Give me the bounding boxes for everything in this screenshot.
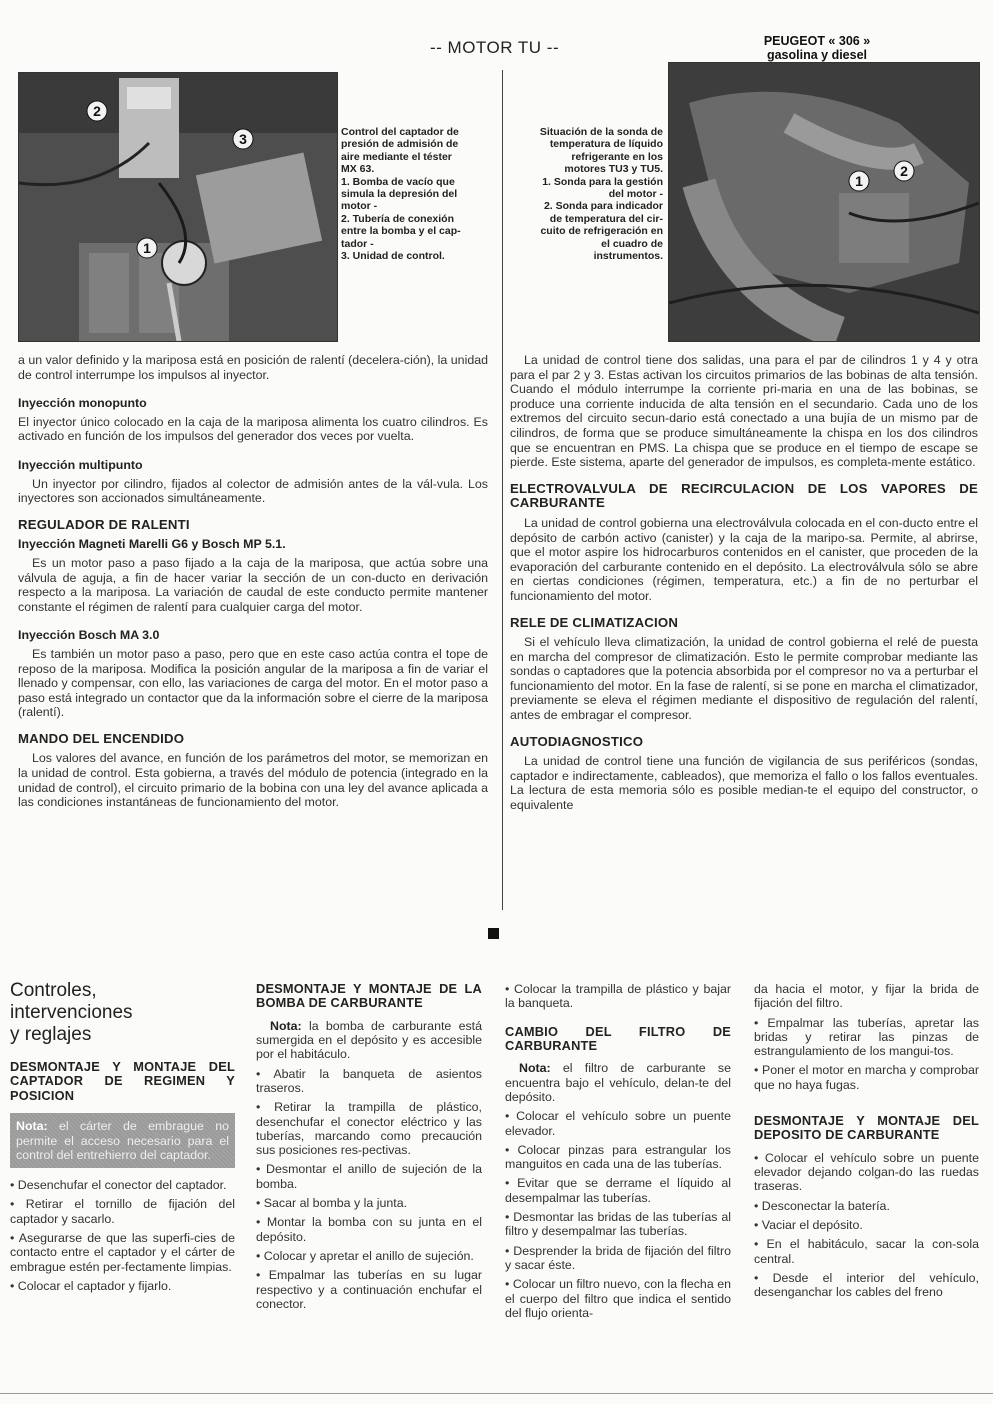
bottom-column-2 [256, 982, 482, 1316]
caption-line: tador - [341, 237, 374, 250]
paragraph: Es un motor paso a paso fijado a la caja de la mariposa, que actúa sobre una válvula de aguja, a fin de hacer variar la sección de un con-ducto en derivación respecto a la mariposa. La variación de caudal de este conducto permite mantener constante el régimen de ralentí para cualquier carga del motor. [18, 555, 488, 614]
note-label: Nota: [16, 1119, 48, 1134]
list-item-continuation: da hacia el motor, y fijar la brida de fijación del filtro. [754, 982, 979, 1011]
caption-line: de temperatura del cir- [549, 212, 663, 225]
brand-model: PEUGEOT « 306 » [763, 34, 871, 48]
list-item: • Abatir la banqueta de asientos traseros. [256, 1067, 482, 1096]
heading-bomba: DESMONTAJE Y MONTAJE DE LA BOMBA DE CARBURANTE [256, 981, 482, 1011]
heading-regulador-ralenti: REGULADOR DE RALENTI [18, 516, 190, 532]
caption-line: 1. Sonda para la gestión [542, 175, 663, 188]
bottom-rule [0, 1393, 993, 1394]
figure-left-caption [341, 126, 491, 262]
paragraph: La unidad de control tiene una función de vigilancia de sus periféricos (sondas, captador e indirectamente, cableados), que memoriza el fallo o los fallos eventuales. La lectura de esta memoria sólo es posible median-te el equipo del constructor, o equivalente [510, 754, 978, 813]
callout-1 [137, 238, 157, 258]
bottom-column-3 [505, 982, 731, 1325]
brand-block [742, 34, 892, 62]
paragraph: La unidad de control tiene dos salidas, una para el par de cilindros 1 y 4 y otra para el par 2 y 3. Estas activan los circuitos primarios de las bobinas de alta tensión. Cuando el módulo interrumpe la corriente pri-maria en una de las bobinas, se produce una corriente inducida de alta tensión en el secundario. Cada uno de los extremos del circuito secun-dario está conectado a una bujía de un mismo par de cilindros, de forma que se produce simultáneamente la chispa en los dos cilindros que se encuentran en PMS. La chispa que se produce en el tiempo de escape se pierde. Este sistema, aparte del generador de impulsos, es completa-mente estático. [510, 353, 978, 470]
list-item: • Empalmar las tuberías en su lugar respectivo y a continuación enchufar el conector. [256, 1268, 482, 1311]
heading-bosch-ma: Inyección Bosch MA 3.0 [18, 628, 160, 643]
caption-line: 1. Bomba de vacío que [341, 175, 455, 188]
section-title [10, 980, 235, 1046]
list-item: • Desenchufar el conector del captador. [10, 1178, 235, 1192]
callout-3 [233, 129, 253, 149]
note-label: Nota: [270, 1018, 302, 1033]
heading-autodiagnostico: AUTODIAGNOSTICO [510, 733, 644, 749]
caption-line: simula la depresión del [341, 188, 458, 201]
engine-photo-left [18, 72, 338, 342]
paragraph: Es también un motor paso a paso, pero que en este caso actúa contra el tope de reposo de la mariposa. Modifica la posición angular de la mariposa a fin de variar el llenado y compensar, con ello, las variaciones de carga del motor. En el motor paso a paso está integrado un contactor que da la información sobre el cierre de la mariposa (ralentí). [18, 646, 488, 720]
engine-photo-left-drawing [19, 73, 337, 341]
list-item: • Colocar un filtro nuevo, con la flecha en el cuerpo del filtro que indica el sentido del flujo orienta- [505, 1277, 731, 1320]
title-line: y reglajes [10, 1024, 92, 1045]
paragraph: El inyector único colocado en la caja de la mariposa alimenta los cuatro cilindros. Es activado en función de los impulsos del generador dos veces por vuelta. [18, 414, 488, 444]
caption-line: motores TU3 y TU5. [564, 163, 663, 176]
caption-line: entre la bomba y el cap- [341, 225, 461, 238]
note-text: la bomba de carburante está sumergida en el depósito y es accesible por el habitáculo. [256, 1018, 482, 1062]
list-item: • Colocar el vehículo sobre un puente elevador dejando colgan-do las ruedas traseras. [754, 1151, 979, 1194]
list-item: • Colocar pinzas para estrangular los manguitos en cada una de las tuberías. [505, 1143, 731, 1172]
paragraph: Los valores del avance, en función de los parámetros del motor, se memorizan en la unidad de control. Esta gobierna, a través del módulo de potencia (integrado en la unidad de control), el circuito primario de la bobina con una ley del avance aplicada a las condiciones instantáneas de funcionamiento del motor. [18, 751, 488, 810]
callout-2 [87, 101, 107, 121]
svg-text:3: 3 [239, 131, 247, 147]
heading-multipunto: Inyección multipunto [18, 457, 143, 472]
svg-text:1: 1 [143, 240, 151, 256]
note-text: el filtro de carburante se encuentra bajo el vehículo, delan-te del depósito. [505, 1061, 731, 1104]
heading-filtro: CAMBIO DEL FILTRO DE CARBURANTE [505, 1023, 731, 1053]
callout-1 [849, 171, 869, 191]
caption-line: cuito de refrigeración en [540, 225, 663, 238]
paragraph: a un valor definido y la mariposa está en posición de ralentí (decelera-ción), la unidad de control interrumpe los impulsos al inyector. [18, 353, 488, 382]
list-item: • Colocar y apretar el anillo de sujeción. [256, 1249, 482, 1263]
list-item: • Desmontar las bridas de las tuberías al filtro y desempalmar las tuberías. [505, 1210, 731, 1239]
list-item: • Colocar la trampilla de plástico y bajar la banqueta. [505, 982, 731, 1011]
note-text: el cárter de embrague no permite el acceso necesario para el control del entrehierro del captador. [16, 1119, 229, 1162]
svg-text:1: 1 [855, 173, 863, 189]
list-item: • Asegurarse de que las superfi-cies de contacto entre el captador y el cárter de embrague estén per-fectamente limpias. [10, 1231, 235, 1274]
list-item: • Colocar el captador y fijarlo. [10, 1279, 235, 1293]
caption-line: aire mediante el téster [341, 150, 452, 163]
caption-line: el cuadro de [601, 237, 663, 250]
caption-line: Situación de la sonda de [539, 126, 663, 138]
list-item: • Vaciar el depósito. [754, 1218, 979, 1232]
note-label: Nota: [519, 1061, 551, 1076]
engine-photo-right-drawing [669, 63, 979, 341]
caption-line: Control del captador de [341, 126, 459, 138]
caption-line: refrigerante en los [571, 150, 663, 163]
callout-2 [894, 161, 914, 181]
list-item: • Empalmar las tuberías, apretar las bridas y retirar las pinzas de estrangulamiento de los mangui-tos. [754, 1016, 979, 1059]
caption-line: presión de admisión de [341, 138, 459, 151]
heading-monopunto: Inyección monopunto [18, 396, 147, 411]
note-paragraph [505, 1061, 731, 1104]
list-item: • Retirar la trampilla de plástico, desenchufar el conector eléctrico y las tuberías, marcando como precaución sus posiciones res-pectivas. [256, 1100, 482, 1157]
caption-line: del motor - [608, 188, 663, 201]
column-divider [502, 70, 503, 910]
heading-captador: DESMONTAJE Y MONTAJE DEL CAPTADOR DE REGIMEN Y POSICION [10, 1059, 235, 1103]
list-item: • Evitar que se derrame el líquido al desempalmar las tuberías. [505, 1176, 731, 1205]
paragraph: La unidad de control gobierna una electroválvula colocada en el con-ducto entre el depósito de carbón activo (canister) y la caja de la maripo-sa. Permite, al abrirse, que el motor aspire los hidrocarburos contenidos en el canister, que proceden de la evaporación del carburante contenido en el depósito. La electroválvula sólo se abre en ciertas condiciones (régimen, temperatura, etc.) a fin de no perturbar el funcionamiento del motor. [510, 515, 978, 603]
caption-line: temperatura de líquido [549, 138, 663, 151]
list-item: • Retirar el tornillo de fijación del captador y sacarlo. [10, 1197, 235, 1226]
heading-electrovalvula: ELECTROVALVULA DE RECIRCULACION DE LOS VAPORES DE CARBURANTE [510, 480, 978, 511]
caption-line: MX 63. [341, 163, 375, 176]
list-item: • Desconectar la batería. [754, 1199, 979, 1213]
list-item: • Montar la bomba con su junta en el depósito. [256, 1215, 482, 1244]
bottom-column-4 [754, 982, 979, 1305]
heading-deposito: DESMONTAJE Y MONTAJE DEL DEPOSITO DE CARBURANTE [754, 1113, 979, 1143]
title-line: intervenciones [10, 1002, 133, 1023]
note-paragraph [256, 1019, 482, 1062]
bottom-column-1 [10, 980, 235, 1298]
brand-fuel: gasolina y diesel [766, 48, 868, 62]
list-item: • Colocar el vehículo sobre un puente elevador. [505, 1109, 731, 1138]
list-item: • En el habitáculo, sacar la con-sola central. [754, 1237, 979, 1266]
heading-mando-encendido: MANDO DEL ENCENDIDO [18, 730, 185, 746]
engine-photo-right [668, 62, 980, 342]
svg-text:2: 2 [93, 103, 101, 119]
left-text-column [18, 353, 488, 818]
note-box [10, 1113, 235, 1168]
list-item: • Desde el interior del vehículo, desenganchar los cables del freno [754, 1271, 979, 1300]
heading-rele-climatizacion: RELE DE CLIMATIZACION [510, 614, 679, 630]
caption-line: 2. Sonda para indicador [543, 200, 663, 213]
paragraph: Si el vehículo lleva climatización, la unidad de control gobierna el relé de puesta en marcha del compresor de climatización. Esto le permite comprobar mediante las sondas o captadores que la potencia absorbida por el compresor no va a perturbar el funcionamiento del motor. En la fase de ralentí, si se pone en marcha el climatizador, previamente se eleva el régimen mediante el dispositivo de regulación del ralentí, antes de embragar el compresor. [510, 635, 978, 723]
list-item: • Sacar al bomba y la junta. [256, 1196, 482, 1210]
list-item: • Desprender la brida de fijación del filtro y sacar éste. [505, 1244, 731, 1273]
caption-line: instrumentos. [593, 250, 663, 263]
section-end-square [488, 928, 499, 939]
paragraph: Un inyector por cilindro, fijados al colector de admisión antes de la vál-vula. Los inyectores son accionados simultáneamente. [18, 476, 488, 506]
caption-line: 3. Unidad de control. [341, 250, 445, 263]
svg-text:2: 2 [900, 163, 908, 179]
right-text-column [510, 353, 978, 821]
list-item: • Poner el motor en marcha y comprobar que no haya fugas. [754, 1063, 979, 1092]
figure-right-caption [508, 126, 663, 262]
caption-line: motor - [341, 200, 378, 213]
heading-magneti-marelli: Inyección Magneti Marelli G6 y Bosch MP 5.1. [18, 537, 286, 552]
caption-line: 2. Tubería de conexión [341, 212, 454, 225]
title-line: Controles, [10, 980, 97, 1001]
page-header-title: -- MOTOR TU -- [430, 38, 560, 57]
list-item: • Desmontar el anillo de sujeción de la bomba. [256, 1162, 482, 1191]
